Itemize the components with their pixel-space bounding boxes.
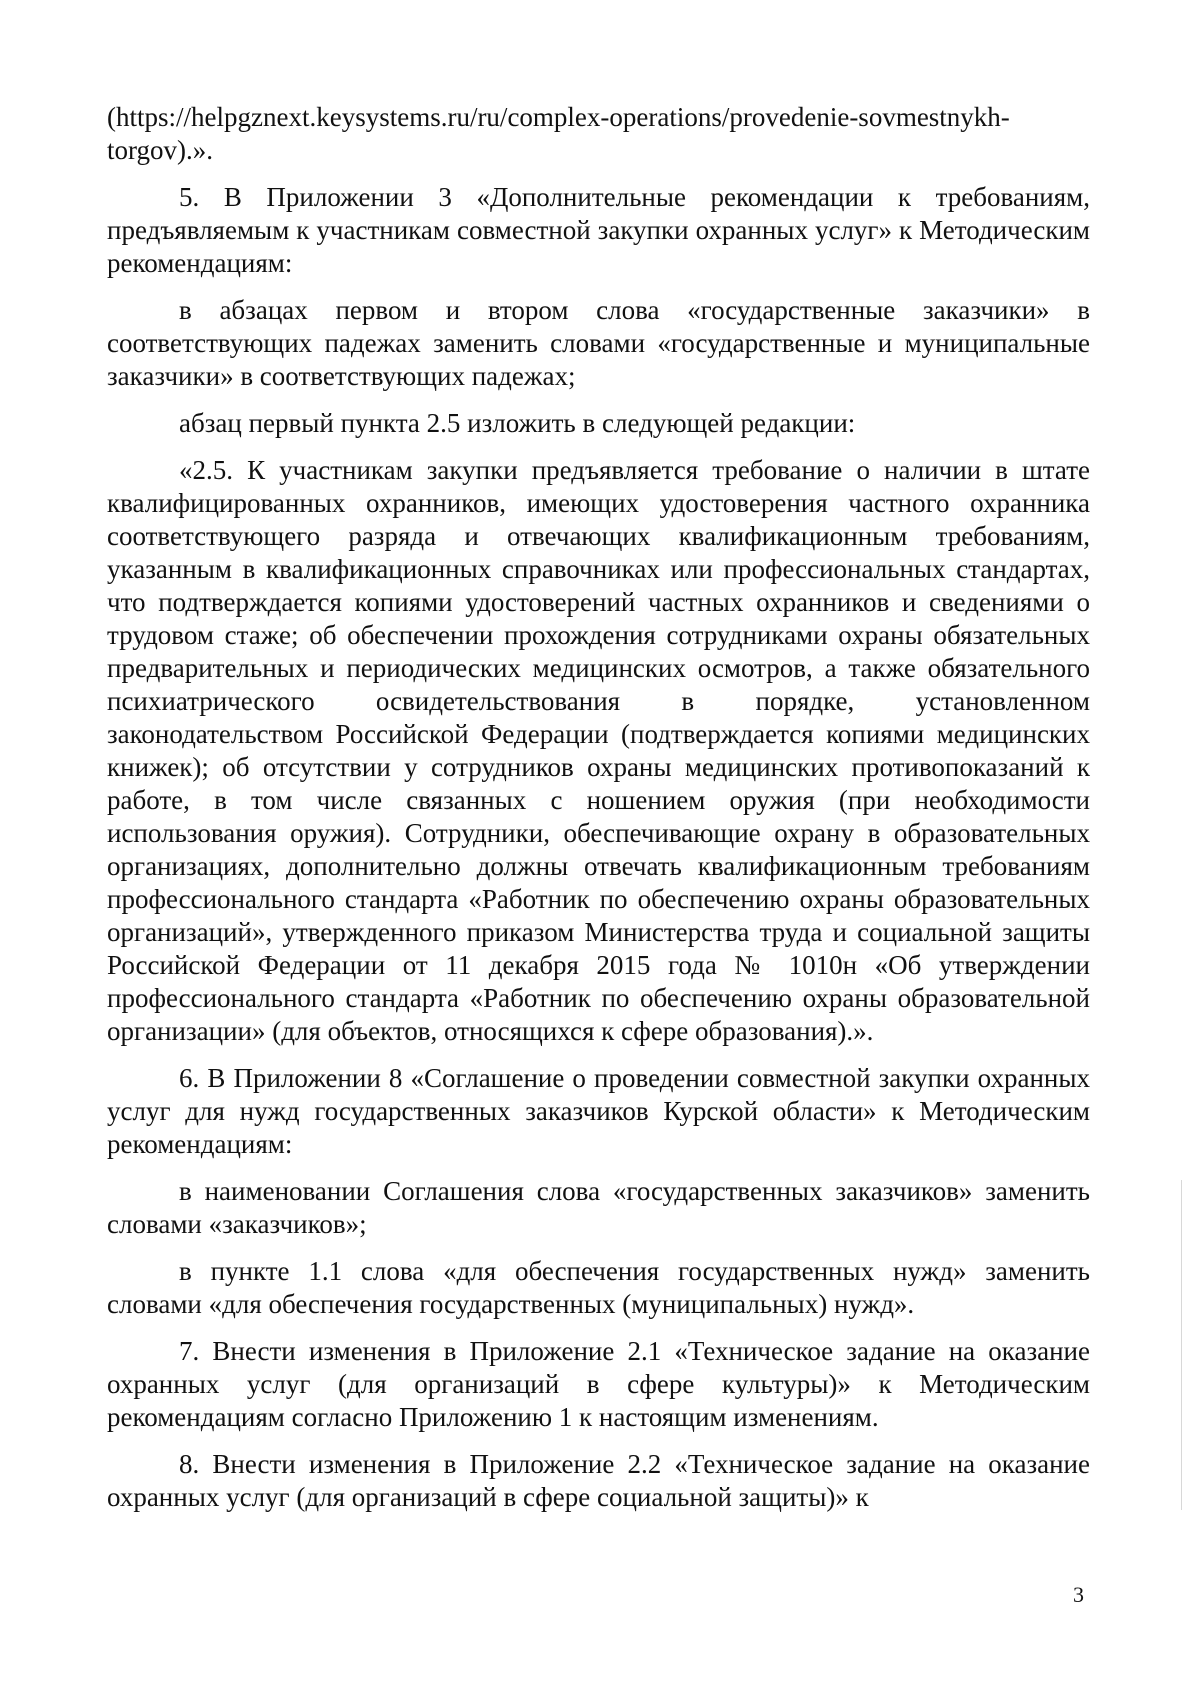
paragraph-item-7: 7. Внести изменения в Приложение 2.1 «Техническое задание на оказание охранных услуг (для организаций в сфере культуры)» к Методическим рекомендациям согласно Приложению 1 к настоящим изменениям. bbox=[107, 1336, 1090, 1432]
scan-edge-line bbox=[1181, 1180, 1182, 1510]
paragraph-item-6: 6. В Приложении 8 «Соглашение о проведении совместной закупки охранных услуг для нужд государственных заказчиков Курской области» к Методическим рекомендациям: bbox=[107, 1063, 1090, 1159]
paragraph-url-continuation: (https://helpgznext.keysystems.ru/ru/complex-operations/provedenie-sovmestnykh-torgov).». bbox=[107, 102, 1010, 165]
paragraph-item-5-first-second-abzats: в абзацах первом и втором слова «государственные заказчики» в соответствующих падежах заменить словами «государственные и муниципальные заказчики» в соответствующих падежах; bbox=[107, 295, 1090, 391]
paragraph-item-5-point-2-5-intro: абзац первый пункта 2.5 изложить в следующей редакции: bbox=[179, 408, 856, 438]
paragraph-item-5: 5. В Приложении 3 «Дополнительные рекомендации к требованиям, предъявляемым к участникам совместной закупки охранных услуг» к Методическим рекомендациям: bbox=[107, 182, 1090, 278]
paragraph-item-8: 8. Внести изменения в Приложение 2.2 «Техническое задание на оказание охранных услуг (для организаций в сфере социальной защиты)» к bbox=[107, 1449, 1090, 1512]
page-number: 3 bbox=[1073, 1582, 1084, 1607]
paragraph-item-6-name-change: в наименовании Соглашения слова «государственных заказчиков» заменить словами «заказчиков»; bbox=[107, 1176, 1090, 1239]
paragraph-point-2-5-text: «2.5. К участникам закупки предъявляется требование о наличии в штате квалифицированных охранников, имеющих удостоверения частного охранника соответствующего разряда и отвечающих квалификационным требованиям, указанным в квалификационных справочниках или профессиональных стандартах, что подтверждается копиями удостоверений частных охранников и сведениями о трудовом стаже; об обеспечении прохождения сотрудниками охраны обязательных предварительных и периодических медицинских осмотров, а также обязательного психиатрического освидетельствования в порядке, установленном законодательством Российской Федерации (подтверждается копиями медицинских книжек); об отсутствии у сотрудников охраны медицинских противопоказаний к работе, в том числе связанных с ношением оружия (при необходимости использования оружия). Сотрудники, обеспечивающие охрану в образовательных организациях, дополнительно должны отвечать квалификационным требованиям профессионального стандарта «Работник по обеспечению охраны образовательных организаций», утвержденного приказом Министерства труда и социальной защиты Российской Федерации от 11 декабря 2015 года № 1010н «Об утверждении профессионального стандарта «Работник по обеспечению охраны образовательной организации» (для объектов, относящихся к сфере образования).». bbox=[107, 455, 1090, 1046]
document-text bbox=[107, 101, 1090, 1514]
paragraph-item-6-point-1-1: в пункте 1.1 слова «для обеспечения государственных нужд» заменить словами «для обеспечения государственных (муниципальных) нужд». bbox=[107, 1256, 1090, 1319]
